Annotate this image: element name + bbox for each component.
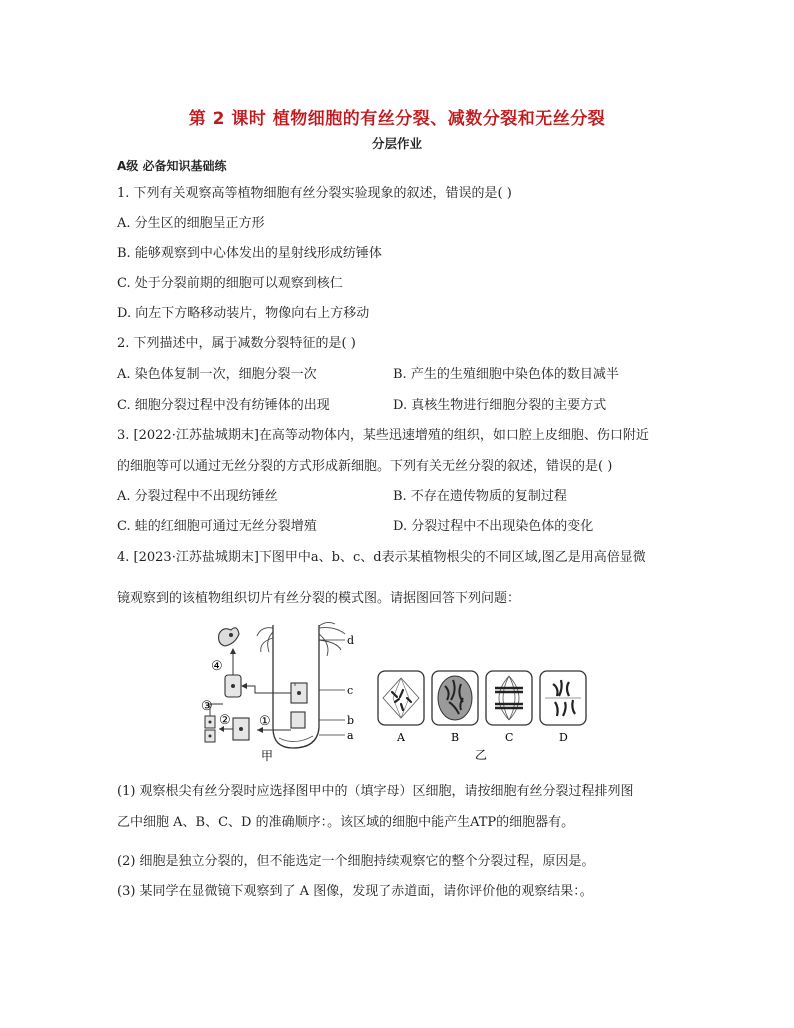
region-label-b: b [347, 714, 355, 727]
q3-option-a: A. 分裂过程中不出现纺锤丝 [117, 489, 278, 504]
figure-yi-mitosis-cells [375, 668, 590, 764]
q1-stem: 1. 下列有关观察高等植物细胞有丝分裂实验现象的叙述，错误的是( ) [117, 186, 512, 201]
q2-option-d: D. 真核生物进行细胞分裂的主要方式 [393, 398, 607, 413]
q1-option-c: C. 处于分裂前期的细胞可以观察到核仁 [117, 276, 343, 291]
section-heading: A级 必备知识基础练 [117, 159, 227, 173]
q3-option-c: C. 蛙的红细胞可通过无丝分裂增殖 [117, 519, 317, 534]
cell-b [432, 671, 478, 725]
figure-jia-root-tip [195, 620, 365, 765]
cell-label-c: C [505, 731, 514, 744]
q3-stem-line2: 的细胞等可以通过无丝分裂的方式形成新细胞。下列有关无丝分裂的叙述，错误的是( ) [117, 459, 613, 474]
q1-option-b: B. 能够观察到中心体发出的星射线形成纺锤体 [117, 246, 382, 261]
step-label-2: ② [219, 713, 231, 728]
q3-option-d: D. 分裂过程中不出现染色体的变化 [393, 519, 594, 534]
region-label-c: c [347, 684, 354, 697]
figure-jia-label: 甲 [261, 749, 274, 763]
q1-option-a: A. 分生区的细胞呈正方形 [117, 216, 265, 231]
region-label-a: a [347, 729, 354, 742]
page-subtitle: 分层作业 [371, 136, 422, 151]
step-label-3: ③ [201, 699, 213, 714]
cell-label-a: A [397, 731, 405, 744]
q2-option-c: C. 细胞分裂过程中没有纺锤体的出现 [117, 398, 330, 413]
q3-option-b: B. 不存在遗传物质的复制过程 [393, 489, 567, 504]
q4-sub2: (2) 细胞是独立分裂的，但不能选定一个细胞持续观察它的整个分裂过程，原因是。 [117, 854, 595, 869]
cell-c [486, 671, 532, 725]
q1-option-d: D. 向左下方略移动装片，物像向右上方移动 [117, 306, 370, 321]
region-label-d: d [347, 634, 355, 647]
q4-sub3: (3) 某同学在显微镜下观察到了 A 图像，发现了赤道面，请你评价他的观察结果：。 [117, 884, 593, 899]
cell-label-b: B [451, 731, 460, 744]
cell-label-d: D [559, 731, 568, 744]
cell-a [378, 671, 424, 725]
q4-sub1-line1: (1) 观察根尖有丝分裂时应选择图甲中的（填字母）区细胞，请按细胞有丝分裂过程排列图 [117, 784, 634, 799]
q4-stem-line2: 镜观察到的该植物组织切片有丝分裂的模式图。请据图回答下列问题： [117, 591, 521, 606]
cell-d [540, 671, 586, 725]
q2-option-b: B. 产生的生殖细胞中染色体的数目减半 [393, 367, 619, 382]
step-label-4: ④ [211, 659, 223, 674]
page-title: 第 2 课时 植物细胞的有丝分裂、减数分裂和无丝分裂 [188, 109, 606, 129]
step-label-1: ① [259, 714, 271, 729]
q2-stem: 2. 下列描述中，属于减数分裂特征的是( ) [117, 336, 356, 351]
figure-yi-label: 乙 [475, 748, 488, 762]
q4-stem-line1: 4. [2023·江苏盐城期末]下图甲中a、b、c、d表示某植物根尖的不同区域,图乙是用高倍显微 [117, 550, 646, 565]
q4-sub1-line2: 乙中细胞 A、B、C、D 的准确顺序：。该区域的细胞中能产生ATP的细胞器有。 [117, 815, 575, 830]
q3-stem-line1: 3. [2022·江苏盐城期末]在高等动物体内，某些迅速增殖的组织，如口腔上皮细胞、伤口附近 [117, 428, 649, 443]
q2-option-a: A. 染色体复制一次，细胞分裂一次 [117, 367, 317, 382]
